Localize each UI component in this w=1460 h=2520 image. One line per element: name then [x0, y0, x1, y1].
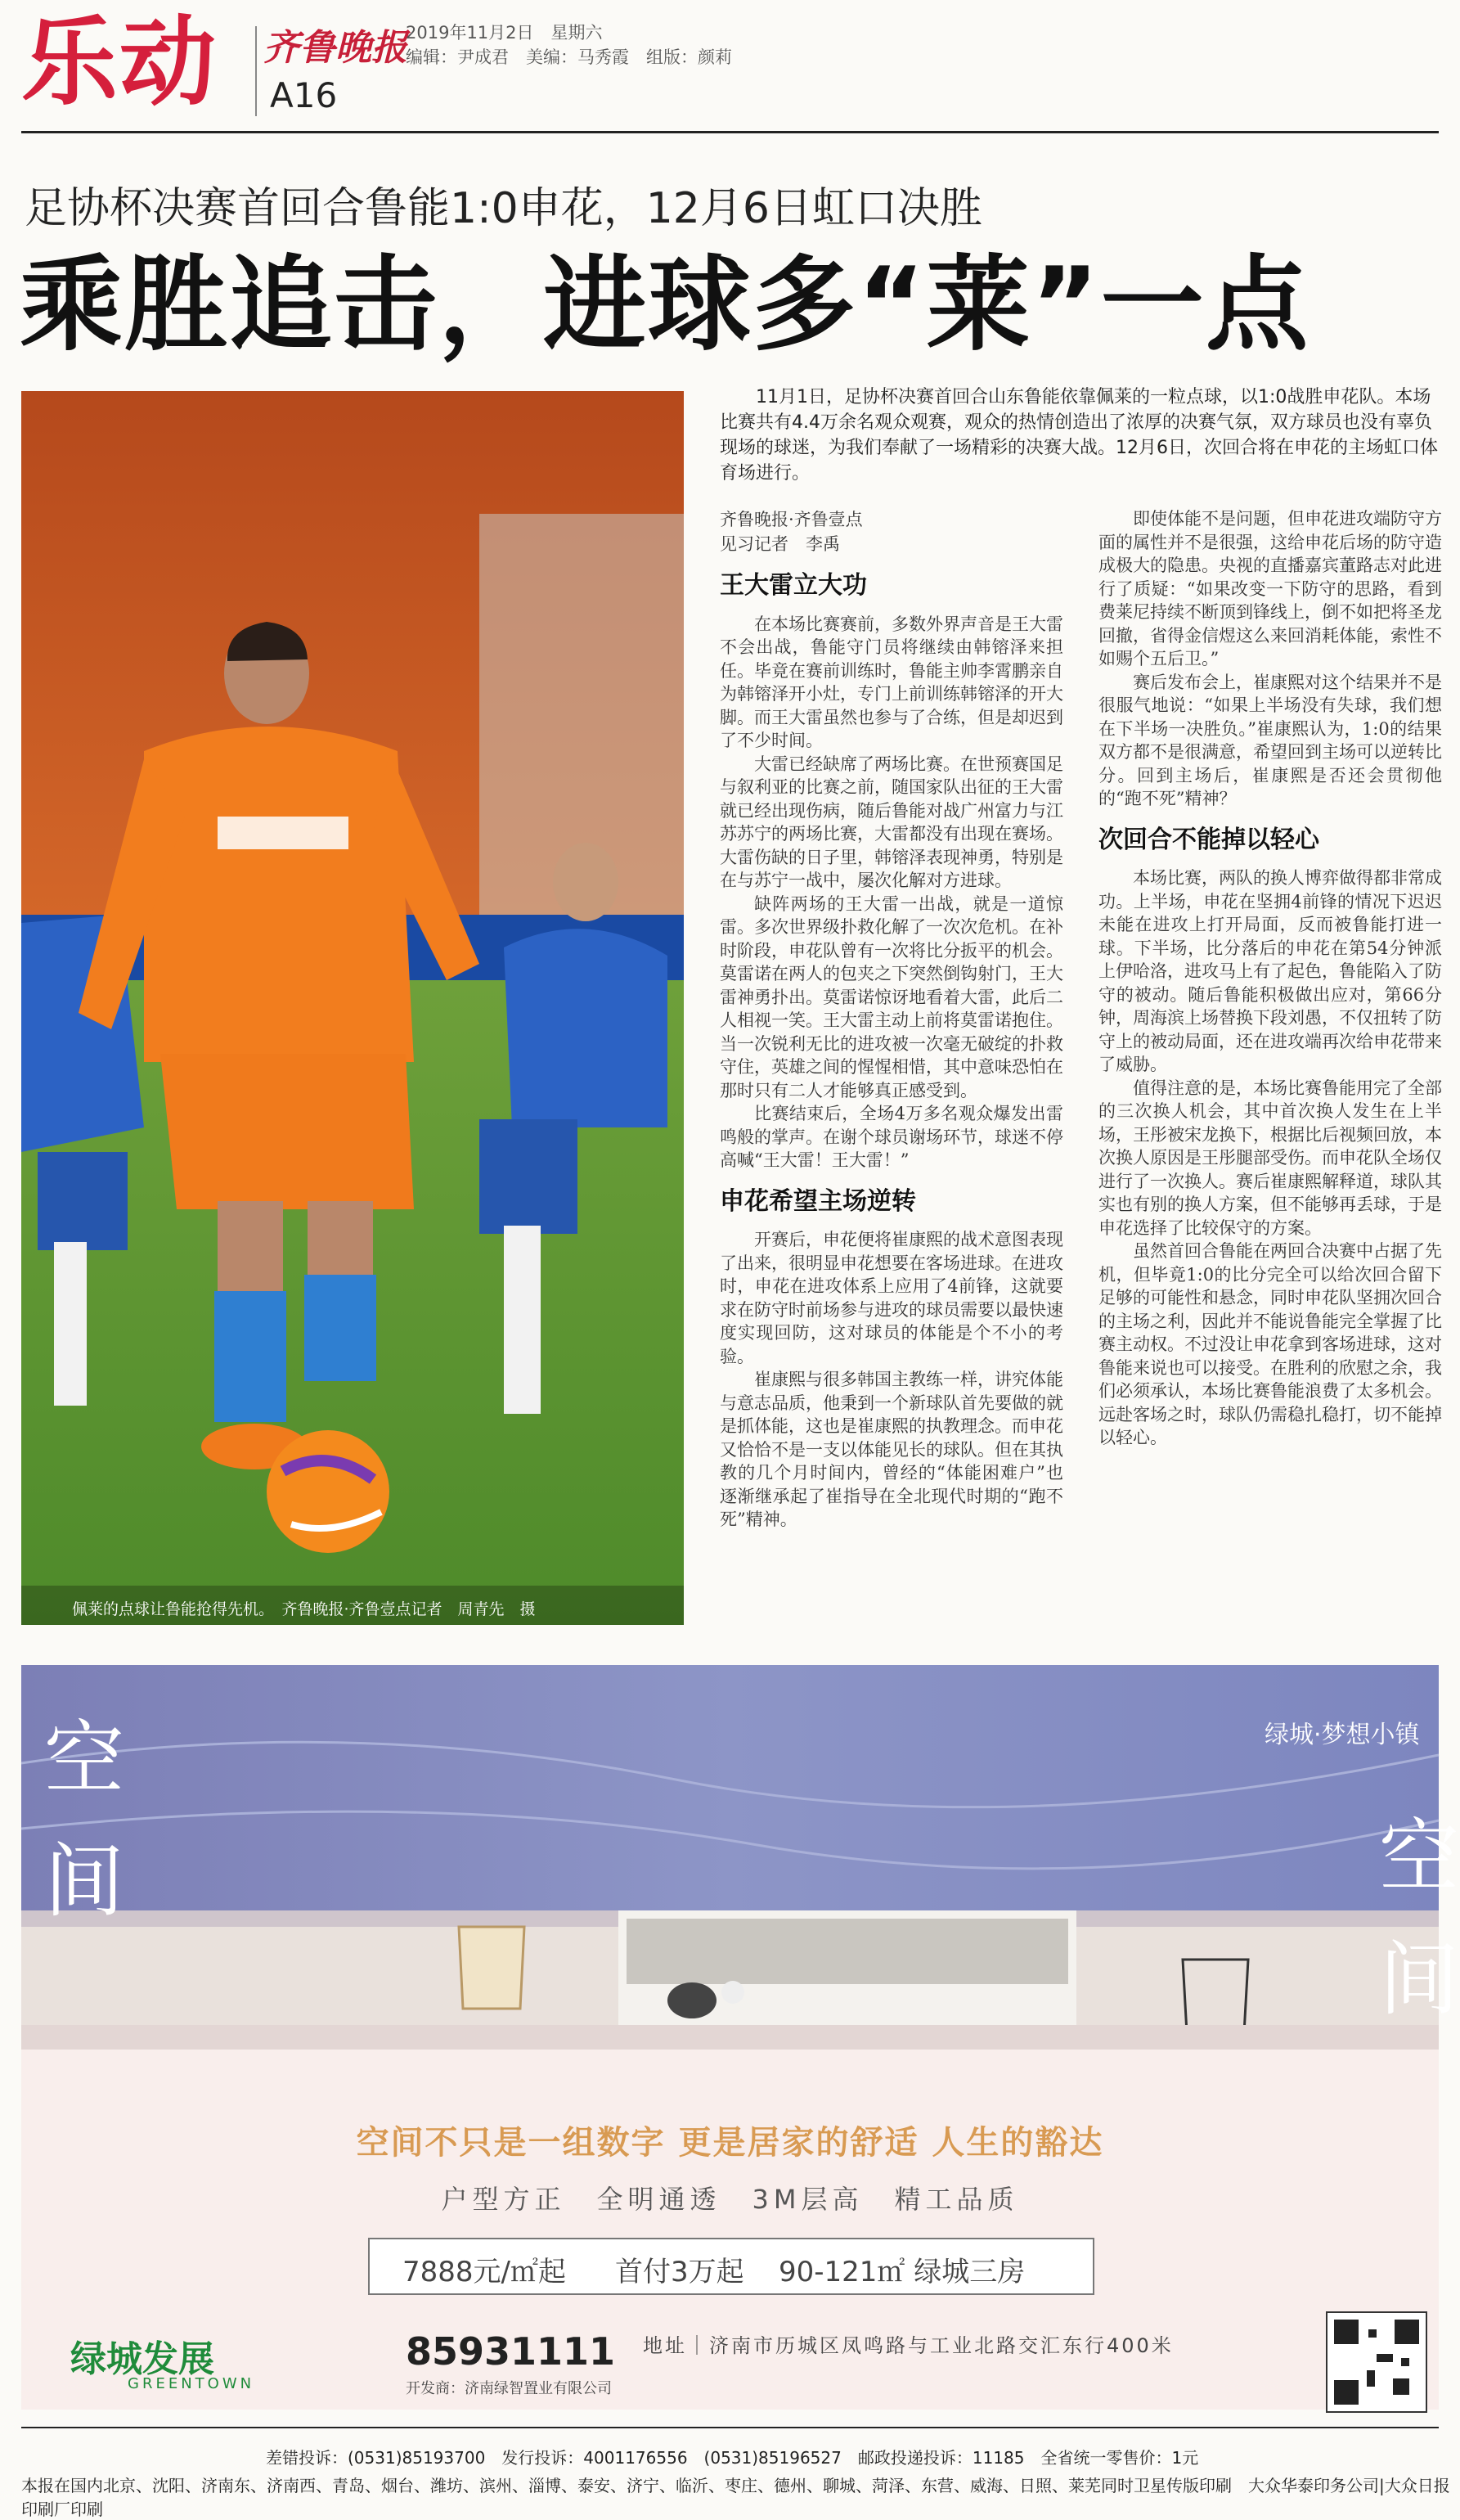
editor-credits: 编辑：尹成君 美编：马秀霞 组版：颜莉 [406, 47, 732, 67]
ad-tagline: 空间不只是一组数字 更是居家的舒适 人生的豁达 [356, 2124, 1104, 2162]
footer-rule [21, 2427, 1439, 2428]
section-heading-1: 王大雷立大功 [720, 571, 867, 600]
ad-unit-area: 90-121㎡ 绿城三房 [779, 2256, 1026, 2288]
real-estate-advertisement [21, 1665, 1460, 2410]
header-divider [255, 26, 257, 116]
article-column-2 [1098, 507, 1442, 1450]
page-number: A16 [270, 75, 338, 115]
photo-caption: 佩莱的点球让鲁能抢得先机。 齐鲁晚报·齐鲁壹点记者 周青先 摄 [72, 1600, 536, 1618]
ad-features: 户型方正 全明通透 3M层高 精工品质 [441, 2184, 1019, 2215]
footer-contacts: 差错投诉：(0531)85193700 发行投诉：4001176556 (0531)85196527 邮政投递投诉：11185 全省统一零售价：1元 [266, 2448, 1199, 2468]
paragraph: 大雷已经缺席了两场比赛。在世预赛国足与叙利亚的比赛之前，随国家队出征的王大雷就已经出现伤病，随后鲁能对战广州富力与江苏苏宁的两场比赛，大雷都没有出现在赛场。大雷伤缺的日子里，韩镕泽表现神勇，特别是在与苏宁一战中，屡次化解对方进球。 [720, 754, 1063, 890]
paragraph: 缺阵两场的王大雷一出战，就是一道惊雷。多次世界级扑救化解了一次次危机。在补时阶段，申花队曾有一次将比分扳平的机会。莫雷诺在两人的包夹之下突然倒钩射门，王大雷神勇扑出。莫雷诺惊讶地看着大雷，此后二人相视一笑。王大雷主动上前将莫雷诺抱住。当一次锐利无比的进攻被一次毫无破绽的扑救守住，英雄之间的惺惺相惜，其中意味恐怕在那时只有二人才能够真正感受到。 [720, 893, 1063, 1100]
subheadline: 足协杯决赛首回合鲁能1:0申花，12月6日虹口决胜 [25, 184, 982, 233]
ad-address: 地址｜济南市历城区凤鸣路与工业北路交汇东行400米 [643, 2334, 1174, 2357]
headline: 乘胜追击，进球多“莱”一点 [20, 245, 1310, 365]
greentown-logo-en: GREENTOWN [128, 2375, 255, 2392]
paragraph: 值得注意的是，本场比赛鲁能用完了全部的三次换人机会，其中首次换人发生在上半场，王彤被宋龙换下，根据比后视频回放，本次换人原因是王彤腿部受伤。而申花队全场仅进行了一次换人。赛后崔康熙解释道，球队其实也有别的换人方案，但不能够再丢球，于是申花选择了比较保守的方案。 [1098, 1078, 1442, 1238]
paragraph: 开赛后，申花便将崔康熙的战术意图表现了出来，很明显申花想要在客场进球。在进攻时，申花在进攻体系上应用了4前锋，这就要求在防守时前场参与进攻的球员需要以最快速度实现回防，这对球员的体能是个不小的考验。 [720, 1230, 1063, 1366]
header-rule [21, 131, 1439, 133]
article-lead: 11月1日，足协杯决赛首回合山东鲁能依靠佩莱的一粒点球，以1:0战胜申花队。本场比赛共有4.4万余名观众观赛，观众的热情创造出了浓厚的决赛气氛，双方球员也没有辜负现场的球迷，为我们奉献了一场精彩的决赛大战。12月6日，次回合将在申花的主场虹口体育场进行。 [720, 387, 1438, 484]
section-heading-3: 次回合不能掉以轻心 [1098, 825, 1319, 854]
ad-phone: 85931111 [406, 2329, 616, 2374]
footer-print-info: 本报在国内北京、沈阳、济南东、济南西、青岛、烟台、潍坊、滨州、淄博、泰安、济宁、临沂、枣庄、德州、聊城、菏泽、东营、威海、日照、莱芜同时卫星传版印刷 大众华泰印务公司|大众日报印刷厂印刷 [21, 2476, 1450, 2519]
ad-price-box [368, 2238, 1094, 2295]
ad-price: 7888元/㎡起 [402, 2256, 566, 2288]
ad-big-characters-right: 空 间 [1379, 1811, 1460, 2027]
paragraph: 虽然首回合鲁能在两回合决赛中占据了先机，但毕竟1:0的比分完全可以给次回合留下足够的可能性和悬念，同时申花队坚拥次回合的主场之利，因此并不能说鲁能完全掌握了比赛主动权。不过没让申花拿到客场进球，这对鲁能来说也可以接受。在胜利的欣慰之余，我们必须承认，本场比赛鲁能浪费了太多机会。远赴客场之时，球队仍需稳扎稳打，切不能掉以轻心。 [1098, 1241, 1442, 1447]
byline-outlet: 齐鲁晚报·齐鲁壹点 [720, 510, 863, 529]
newspaper-logo: 齐鲁晚报 [263, 27, 407, 69]
section-title: 乐动 [21, 6, 218, 119]
paragraph: 赛后发布会上，崔康熙对这个结果并不是很服气地说：“如果上半场没有失球，我们想在下半场一决胜负。”崔康熙认为，1:0的结果双方都不是很满意，希望回到主场可以逆转比分。回到主场后，崔康熙是否还会贯彻他的“跑不死”精神？ [1098, 672, 1442, 808]
article-column-1 [720, 507, 1063, 1532]
qr-code-icon[interactable] [1326, 2311, 1427, 2413]
paragraph: 本场比赛，两队的换人博弈做得都非常成功。上半场，申花在坚拥4前锋的情况下迟迟未能在进攻上打开局面，反而被鲁能打进一球。下半场，比分落后的申花在第54分钟派上伊哈洛，进攻马上有了起色，鲁能陷入了防守的被动。随后鲁能积极做出应对，第66分钟，周海滨上场替换下段刘愚，不仅扭转了防守上的被动局面，还在进攻端再次给申花带来了威胁。 [1098, 868, 1442, 1074]
paragraph: 比赛结束后，全场4万多名观众爆发出雷鸣般的掌声。在谢个球员谢场环节，球迷不停高喊“王大雷！王大雷！” [720, 1104, 1063, 1170]
byline-reporter: 见习记者 李禹 [720, 534, 840, 554]
section-heading-2: 申花希望主场逆转 [720, 1186, 916, 1216]
match-photo [21, 391, 684, 1625]
greentown-logo: 绿城发展 [70, 2338, 214, 2380]
ad-big-characters-left: 空 间 [44, 1712, 125, 1928]
paragraph: 在本场比赛赛前，多数外界声音是王大雷不会出战，鲁能守门员将继续由韩镕泽来担任。毕竟在赛前训练时，鲁能主帅李霄鹏亲自为韩镕泽开小灶，专门上前训练韩镕泽的开大脚。而王大雷虽然也参与了合练，但是却迟到了不少时间。 [720, 614, 1063, 750]
ad-brand: 绿城·梦想小镇 [1265, 1721, 1420, 1749]
issue-date: 2019年11月2日 星期六 [406, 23, 603, 43]
ad-banner-image [21, 1665, 1439, 2050]
paragraph: 即使体能不是问题，但申花进攻端防守方面的属性并不是很强，这给申花后场的防守造成极大的隐患。央视的直播嘉宾董路志对此进行了质疑：“如果改变一下防守的思路，看到费莱尼持续不断顶到锋线上，倒不如把将圣龙回撤，省得金信煜这么来回消耗体能，索性不如赐个五后卫。” [1098, 509, 1442, 668]
paragraph: 崔康熙与很多韩国主教练一样，讲究体能与意志品质，他秉到一个新球队首先要做的就是抓体能，这也是崔康熙的执教理念。而申花又恰恰不是一支以体能见长的球队。但在其执教的几个月时间内，曾经的“体能困难户”也逐渐继承起了崔指导在全北现代时期的“跑不死”精神。 [720, 1370, 1063, 1529]
ad-down-payment: 首付3万起 [615, 2256, 744, 2288]
ad-developer: 开发商：济南绿智置业有限公司 [406, 2380, 612, 2397]
